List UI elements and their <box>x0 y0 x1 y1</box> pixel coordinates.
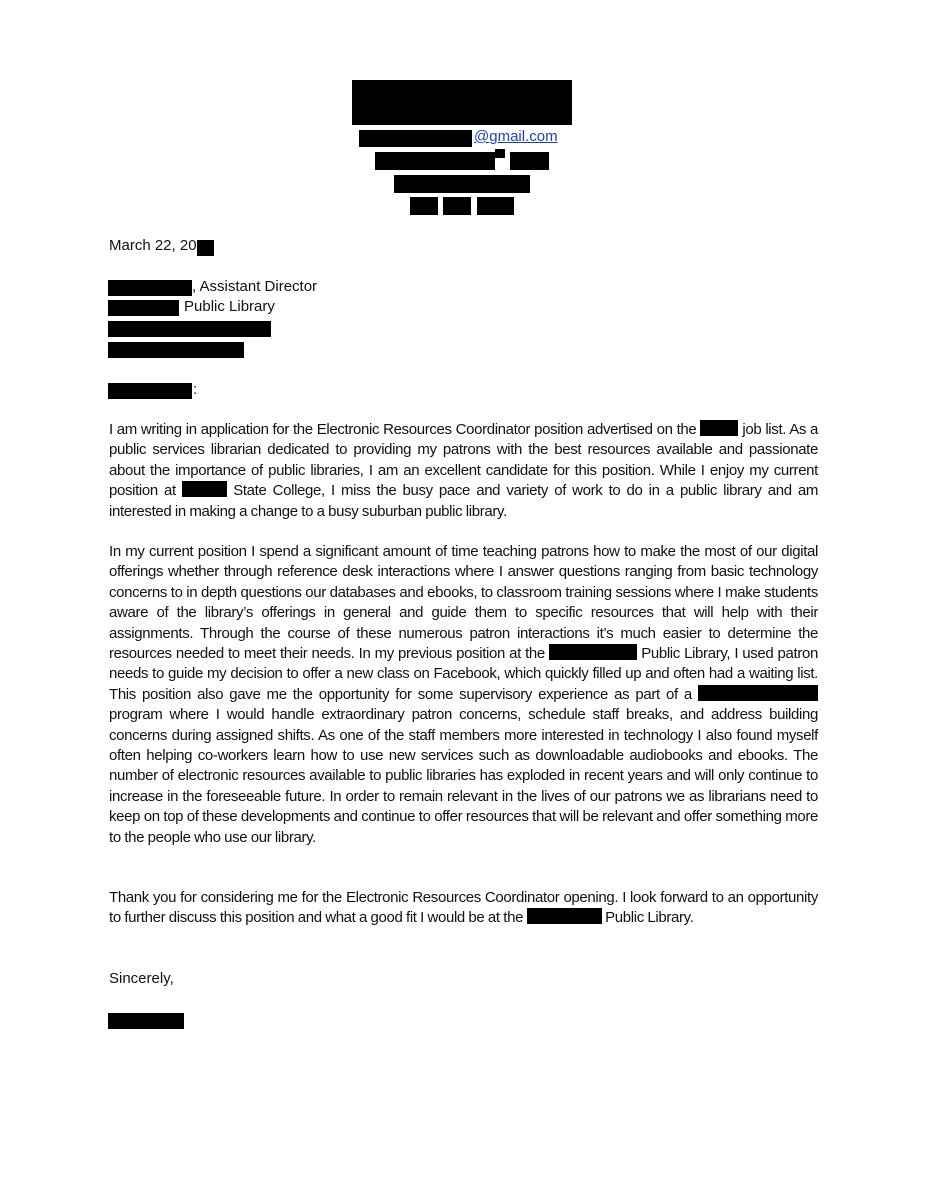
closing: Sincerely, <box>109 970 174 987</box>
redacted-library <box>527 908 602 924</box>
redacted-unit <box>510 152 549 170</box>
redacted-college <box>182 481 227 497</box>
redacted-name <box>352 80 572 125</box>
recipient-title: , Assistant Director <box>192 278 318 295</box>
redacted-address-line-1 <box>108 321 271 337</box>
redacted-job-list <box>700 420 738 436</box>
body-paragraph-2 <box>109 542 818 848</box>
redacted-year <box>197 240 214 256</box>
body-paragraph-1 <box>109 420 818 522</box>
email-link[interactable]: @gmail.com <box>474 128 558 145</box>
redacted-mark <box>495 149 505 158</box>
p2-text-c: program where I would handle extraordinary patron concerns, schedule staff breaks, and address building concerns during assigned shifts. As one of the staff members more interested in technology I also found myself often helping co-workers learn how to use new services such as downloadable audiobooks and ebooks. The number of electronic resources available to public libraries has exploded in recent years and will only continue to increase in the foreseeable future. In order to remain relevant in the lives of our patrons we as librarians need to keep on top of these developments and continue to offer resources that will be relevant and offer something more to the people who use our library. <box>109 706 818 846</box>
redacted-program <box>698 685 818 701</box>
p1-text-a: I am writing in application for the Electronic Resources Coordinator position advertised on the <box>109 421 697 438</box>
p3-text-a: Thank you for considering me for the Electronic Resources Coordinator opening. I look forward to an opportunity to further discuss this position and what a good fit I would be at the <box>109 889 818 927</box>
redacted-previous-library <box>549 644 637 660</box>
p2-text-b: Public Library, I used patron needs to guide my decision to offer a new class on Facebook, which quickly filled up and often had a waiting list. This position also gave me the opportunity for some supervisory experience as part of a <box>109 645 818 703</box>
recipient-library: Public Library <box>184 298 275 315</box>
redacted-salutation-name <box>108 383 192 399</box>
redacted-street-address <box>375 152 495 170</box>
redacted-phone-1 <box>410 197 438 215</box>
redacted-library-name <box>108 300 179 316</box>
salutation-colon: : <box>193 381 198 398</box>
redacted-city-state-zip <box>394 175 530 193</box>
redacted-recipient-name <box>108 280 192 296</box>
p1-text-b: job list. As a public services librarian dedicated to providing my patrons with the best resources available and passionate about the importance of public libraries, I am an excellent candidate for this position. While I enjoy my current position at <box>109 421 818 500</box>
body-paragraph-3 <box>109 888 818 929</box>
redacted-email-user <box>359 130 472 147</box>
redacted-phone-2 <box>443 197 471 215</box>
letter-date: March 22, 20 <box>109 237 197 254</box>
p3-text-b: Public Library. <box>605 909 694 927</box>
p2-text-a: In my current position I spend a significant amount of time teaching patrons how to make the most of our digital offerings whether through reference desk interactions where I answer questions ranging from basic technology concerns to in depth questions our databases and ebooks, to classroom training sessions where I make students aware of the library’s offerings in general and guide them to specific resources that will help with their assignments. Through the course of these numerous patron interactions it’s much easier to determine the resources needed to meet their needs. In my previous position at the <box>109 543 818 663</box>
redacted-address-line-2 <box>108 342 244 358</box>
redacted-phone-3 <box>477 197 514 215</box>
p1-text-c: State College, I miss the busy pace and variety of work to do in a public library and am interested in making a change to a busy suburban public library. <box>109 482 818 520</box>
redacted-signature <box>108 1013 184 1029</box>
